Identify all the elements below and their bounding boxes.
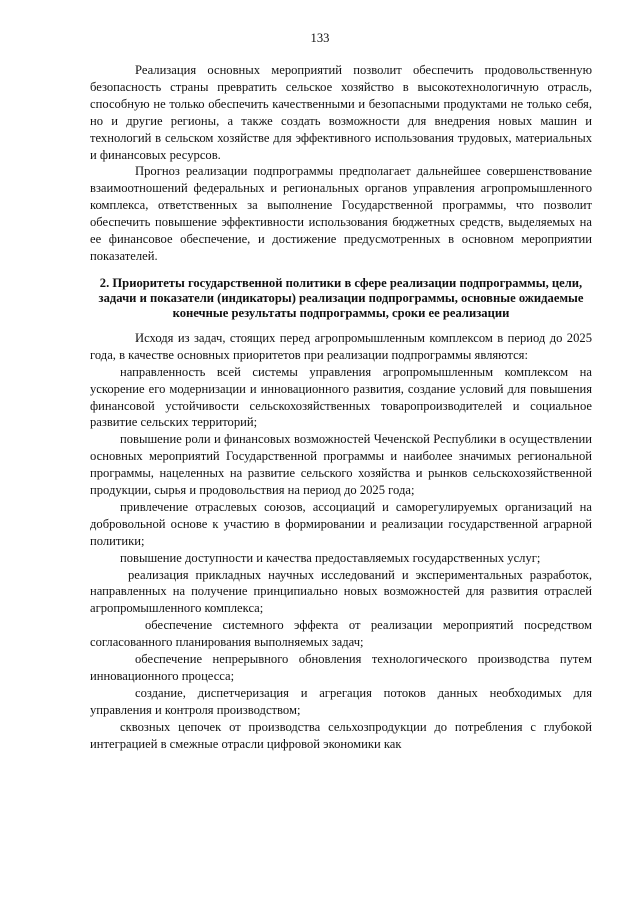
list-item-end-to-end-chains: сквозных цепочек от производства сельхозпродукции до потребления с глубокой интеграцией в смежные отрасли цифровой экономики как: [90, 719, 592, 751]
page-number: 133: [310, 31, 330, 45]
list-item-public-services: повышение доступности и качества предоставляемых государственных услуг;: [120, 550, 541, 565]
list-item-management-system: направленность всей системы управления агропромышленным комплексом на ускорение его модернизации и инновационного развития, создание условий для повышения финансовой устойчивости сельскохозяйственных товаропроизводителей и социальное развитие сельских территорий;: [90, 364, 592, 430]
list-item-system-effect: обеспечение системного эффекта от реализации мероприятий посредством согласованного планирования выполняемых задач;: [90, 618, 592, 650]
list-item-republic-role: повышение роли и финансовых возможностей Чеченской Республики в осуществлении основных мероприятий Государственной программы и наиболее значимых региональной программы, нацеленных на развитие сельского хозяйства и рынков сельскохозяйственной продукции, сырья и продовольствия на период до 2025 года;: [90, 432, 592, 498]
list-item-continuous-renewal: обеспечение непрерывного обновления технологического производства путем инновационного процесса;: [90, 652, 592, 683]
list-item-data-streams: создание, диспетчеризация и агрегация потоков данных необходимых для управления и контроля производством;: [90, 685, 592, 717]
list-item-applied-research: реализация прикладных научных исследований и экспериментальных разработок, направленных на получение принципиально новых возможностей для развития отраслей агропромышленного комплекса;: [90, 567, 592, 616]
paragraph-food-security: Реализация основных мероприятий позволит обеспечить продовольственную безопасность страны превратить сельское хозяйство в высокотехнологичную отрасль, способную не только обеспечить качественными и безопасными продуктами не только себя, но и другие регионы, а также создать возможности для внедрения новых машин и технологий в сельском хозяйстве для эффективного использования трудовых, материальных и финансовых ресурсов.: [90, 63, 592, 162]
document-body: [90, 62, 592, 753]
paragraph-forecast: Прогноз реализации подпрограммы предполагает дальнейшее совершенствование взаимоотношений федеральных и региональных органов управления агропромышленного комплекса, ответственных за выполнение Государственной программы, что позволит обеспечить повышение эффективности использования бюджетных средств, выделяемых на ее финансовое обеспечение, и достижение предусмотренных в основном мероприятии показателей.: [90, 164, 592, 263]
section-heading: 2. Приоритеты государственной политики в сфере реализации подпрограммы, цели, задачи и показатели (индикаторы) реализации подпрограммы, основные ожидаемые конечные результаты подпрограммы, сроки ее реализации: [98, 275, 584, 320]
paragraph-priorities-intro: Исходя из задач, стоящих перед агропромышленным комплексом в период до 2025 года, в качестве основных приоритетов при реализации подпрограммы являются:: [90, 330, 592, 362]
list-item-industry-unions: привлечение отраслевых союзов, ассоциаций и саморегулируемых организаций на добровольной основе к участию в формировании и реализации государственной аграрной политики;: [90, 499, 592, 548]
